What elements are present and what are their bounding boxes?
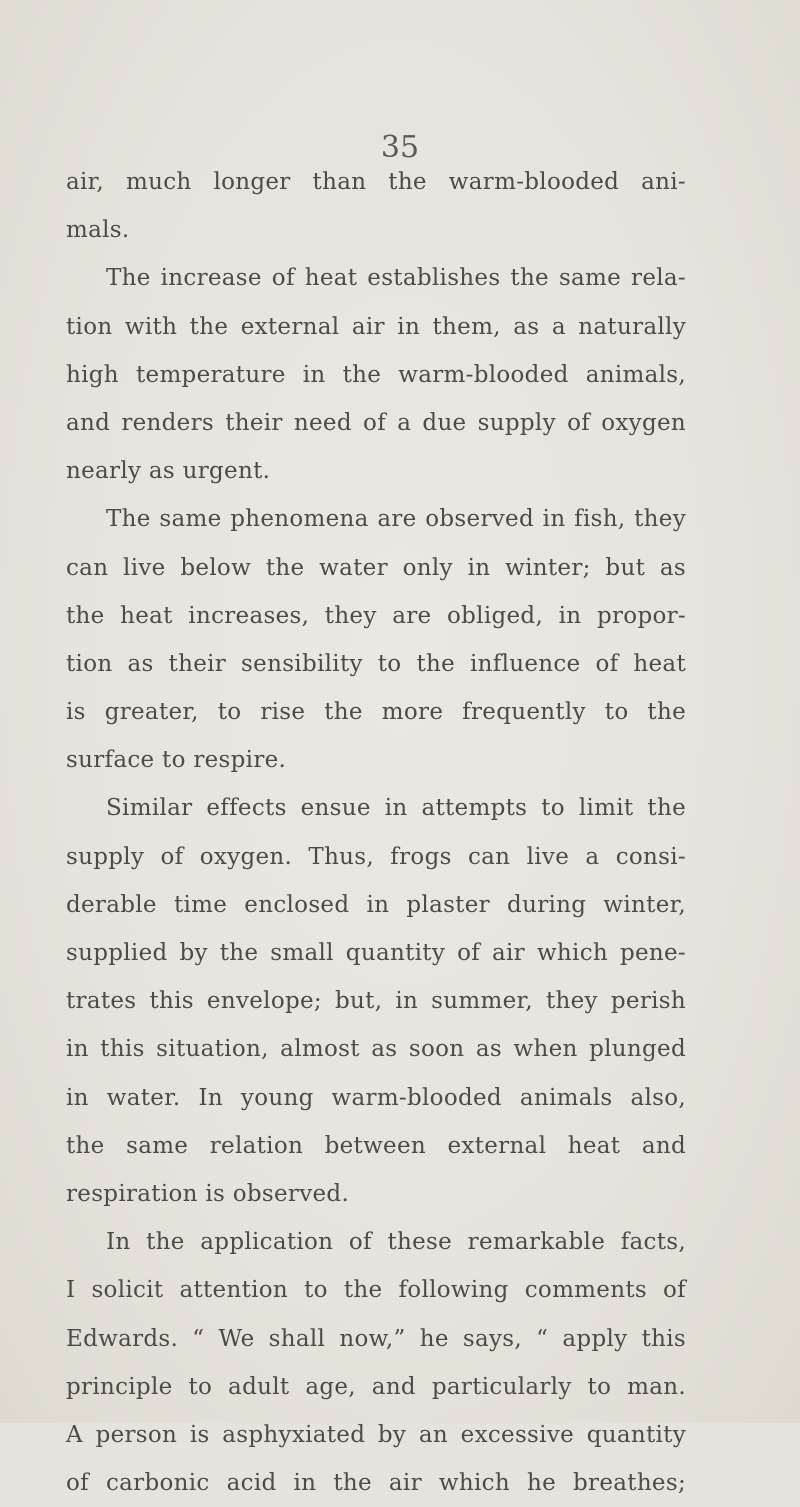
text-line: the heat increases, they are obliged, in propor- [66, 602, 686, 629]
text-line: of carbonic acid in the air which he breathes; [66, 1470, 686, 1497]
text-line: in this situation, almost as soon as when plunged [66, 1036, 686, 1063]
text-line: surface to respire. [66, 747, 287, 774]
text-line: principle to adult age, and particularly to man. [66, 1373, 686, 1400]
text-line: The same phenomena are observed in fish, they [106, 506, 686, 533]
text-line: derable time enclosed in plaster during winter, [66, 891, 686, 918]
text-line: mals. [66, 217, 130, 244]
text-line: nearly as urgent. [66, 458, 271, 485]
text-line: trates this envelope; but, in summer, they perish [66, 988, 686, 1015]
text-line: can live below the water only in winter; but as [66, 554, 686, 581]
text-line: tion with the external air in them, as a naturally [66, 313, 686, 340]
text-line: and renders their need of a due supply of oxygen [66, 409, 686, 436]
text-line: the same relation between external heat and [66, 1132, 686, 1159]
body-text [66, 158, 686, 1507]
text-line: air, much longer than the warm-blooded ani- [66, 169, 686, 195]
text-line: high temperature in the warm-blooded animals, [66, 361, 686, 388]
page-number: 35 [380, 130, 420, 165]
text-line: I solicit attention to the following comments of [66, 1277, 686, 1304]
text-line: supply of oxygen. Thus, frogs can live a consi- [66, 843, 686, 870]
text-line: is greater, to rise the more frequently to the [66, 699, 686, 726]
text-line: respiration is observed. [66, 1180, 350, 1207]
text-line: In the application of these remarkable facts, [106, 1229, 686, 1256]
text-line: in water. In young warm-blooded animals also, [66, 1084, 686, 1111]
text-line: Edwards. “ We shall now,” he says, “ apply this [66, 1325, 686, 1352]
text-line: A person is asphyxiated by an excessive quantity [66, 1421, 686, 1448]
text-line: tion as their sensibility to the influence of heat [66, 650, 686, 677]
text-line: supplied by the small quantity of air which pene- [66, 940, 686, 966]
text-line: The increase of heat establishes the same rela- [106, 265, 686, 292]
text-line: Similar effects ensue in attempts to limit the [106, 795, 686, 822]
